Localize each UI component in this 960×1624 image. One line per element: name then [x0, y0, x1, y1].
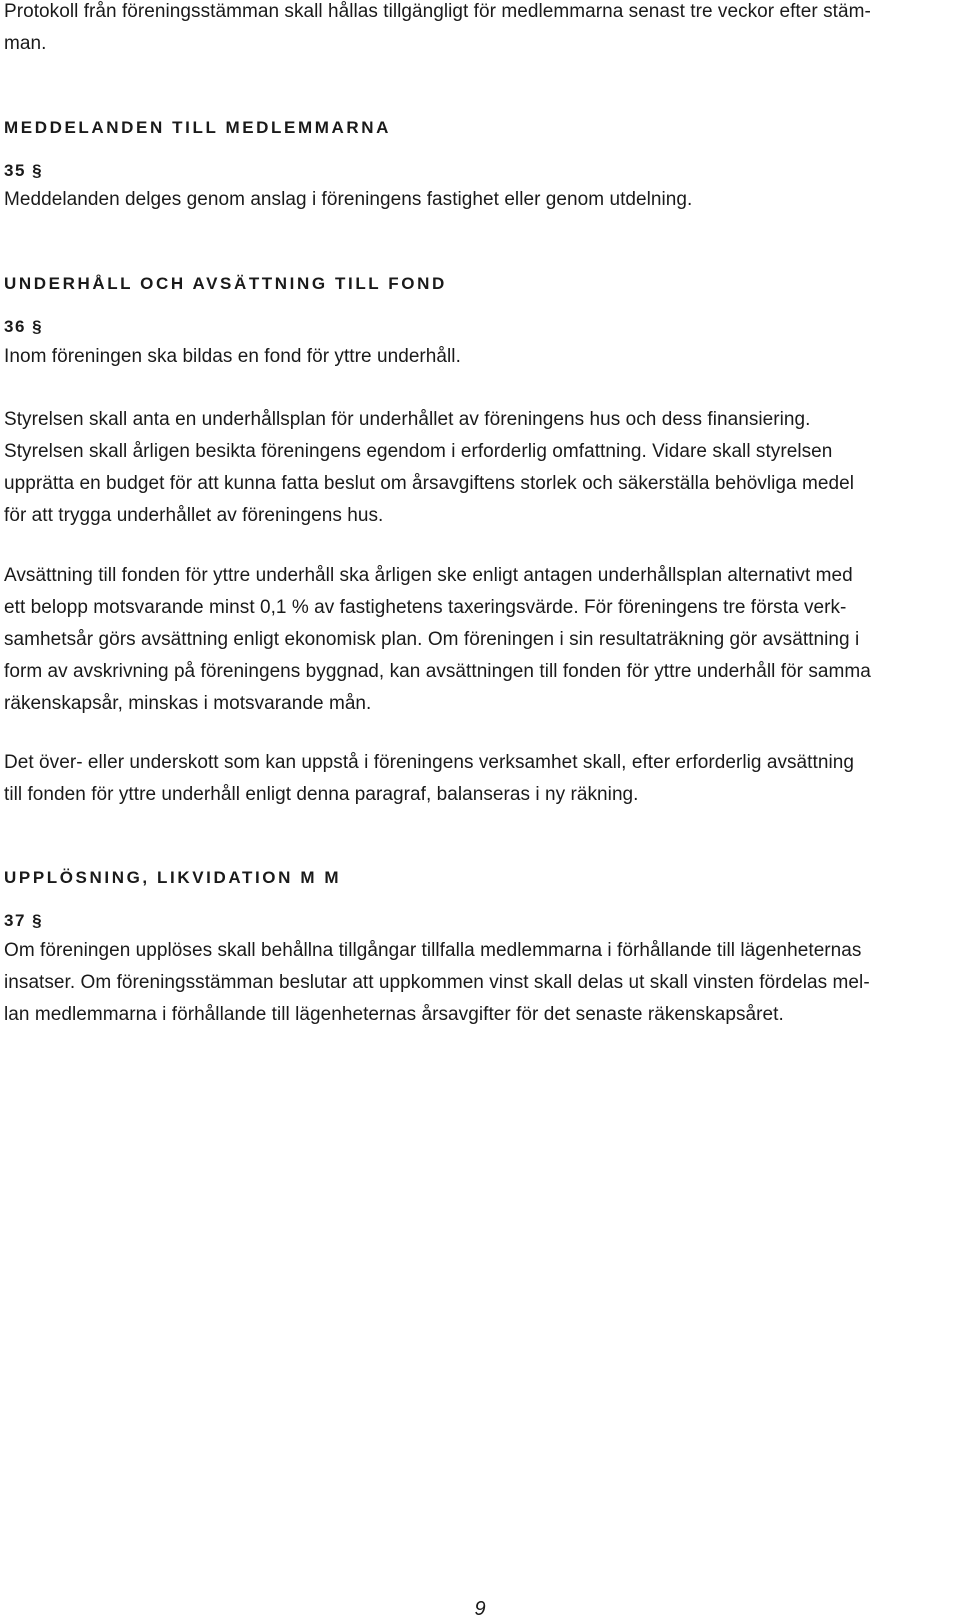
paragraph-line: Styrelsen skall anta en underhållsplan för underhållet av föreningens hus och dess finansiering.: [4, 409, 811, 430]
paragraph-line: Styrelsen skall årligen besikta föreningens egendom i erforderlig omfattning. Vidare skall styrelsen: [4, 441, 833, 462]
paragraph-line: Det över- eller underskott som kan uppstå i föreningens verksamhet skall, efter erforderlig avsättning: [4, 752, 854, 773]
section-36-paragraph-2: [4, 404, 854, 532]
page-number: 9: [474, 1598, 486, 1620]
section-number: 36 §: [4, 317, 44, 336]
section-36-paragraph-1: [4, 341, 461, 373]
section-36-paragraph-4: [4, 747, 854, 811]
paragraph-line: Meddelanden delges genom anslag i föreningens fastighet eller genom utdelning.: [4, 189, 693, 210]
section-number: 37 §: [4, 911, 44, 930]
paragraph-line: Avsättning till fonden för yttre underhåll ska årligen ske enligt antagen underhållsplan alternativt med: [4, 565, 853, 586]
section-number: 35 §: [4, 161, 44, 180]
section-36-paragraph-3: [4, 560, 871, 720]
section-37-paragraph: [4, 935, 870, 1031]
section-heading: UPPLÖSNING, LIKVIDATION M M: [4, 868, 342, 887]
section-heading: MEDDELANDEN TILL MEDLEMMARNA: [4, 118, 391, 137]
paragraph-line: för att trygga underhållet av föreningens hus.: [4, 505, 384, 526]
paragraph-line: lan medlemmarna i förhållande till lägenheternas årsavgifter för det senaste räkenskapsåret.: [4, 1004, 784, 1025]
section-heading: UNDERHÅLL OCH AVSÄTTNING TILL FOND: [4, 274, 447, 293]
paragraph-line: räkenskapsår, minskas i motsvarande mån.: [4, 693, 372, 714]
paragraph-line: Om föreningen upplöses skall behållna tillgångar tillfalla medlemmarna i förhållande till lägenheternas: [4, 940, 862, 961]
paragraph-line: upprätta en budget för att kunna fatta beslut om årsavgiftens storlek och säkerställa behövliga medel: [4, 473, 854, 494]
paragraph-line: Protokoll från föreningsstämman skall hållas tillgängligt för medlemmarna senast tre veckor efter stäm-: [4, 1, 871, 22]
paragraph-line: till fonden för yttre underhåll enligt denna paragraf, balanseras i ny räkning.: [4, 784, 639, 805]
paragraph-line: ett belopp motsvarande minst 0,1 % av fastighetens taxeringsvärde. För föreningens tre första verk-: [4, 597, 847, 618]
paragraph-line: insatser. Om föreningsstämman beslutar att uppkommen vinst skall delas ut skall vinsten fördelas mel-: [4, 972, 870, 993]
paragraph-line: samhetsår görs avsättning enligt ekonomisk plan. Om föreningen i sin resultaträkning gör avsättning i: [4, 629, 860, 650]
intro-paragraph: [4, 0, 871, 60]
paragraph-line: man.: [4, 33, 47, 54]
paragraph-line: form av avskrivning på föreningens byggnad, kan avsättningen till fonden för yttre underhåll för samma: [4, 661, 871, 682]
paragraph-line: Inom föreningen ska bildas en fond för yttre underhåll.: [4, 346, 461, 367]
section-35-paragraph: [4, 184, 692, 216]
